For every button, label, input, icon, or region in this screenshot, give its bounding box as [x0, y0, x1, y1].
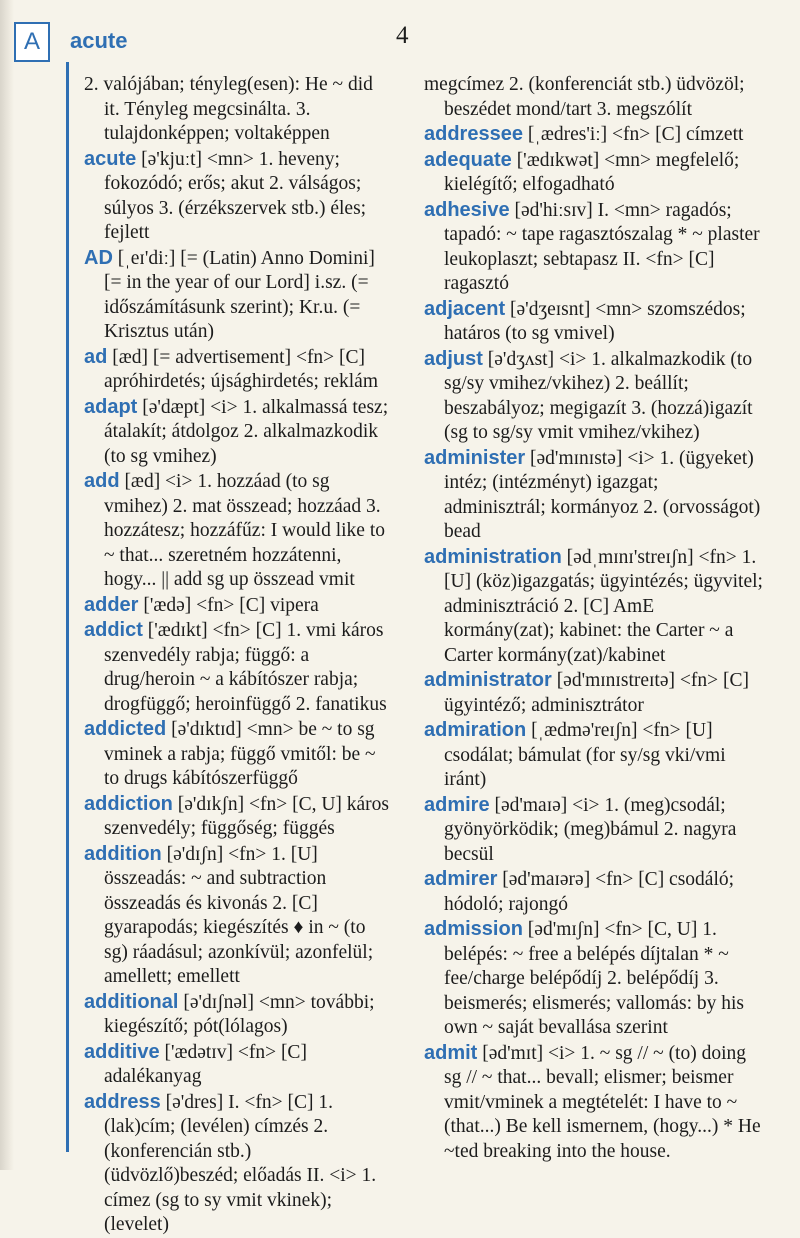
headword: adder [84, 593, 139, 616]
dictionary-entry [84, 717, 390, 792]
dictionary-entry [84, 246, 390, 345]
entry-body: 2. valójában; tényleg(esen): He ~ did it. Tényleg megcsinálta. 3. tulajdonképpen; voltaképpen [84, 74, 373, 144]
dictionary-entry [84, 792, 390, 842]
right-column [424, 72, 764, 1164]
dictionary-entry [424, 1041, 764, 1165]
entry-body: [ˌeɪ'diː] [= (Latin) Anno Domini] [= in the year of our Lord] i.sz. (= időszámításunk szerint); Kr.u. (= Krisztus után) [104, 247, 375, 342]
entry-body: ['ædɪkt] <fn> [C] 1. vmi káros szenvedély rabja; függő: a drug/heroin ~ a kábítószer rabja; drogfüggő; heroinfüggő 2. fanatikus [104, 620, 387, 715]
entry-body: [ə'dæpt] <i> 1. alkalmassá tesz; átalakít; átdolgoz 2. alkalmazkodik (to sg vmihez) [104, 396, 389, 467]
entry-body: [æd] [= advertisement] <fn> [C] apróhirdetés; újsághirdetés; reklám [104, 346, 378, 392]
entry-body: ['ædɪkwət] <mn> megfelelő; kielégítő; elfogadható [444, 149, 740, 195]
dictionary-entry [424, 72, 764, 122]
entry-body: [əd'mɪt] <i> 1. ~ sg // ~ (to) doing sg // ~ that... bevall; elismer; beismer vmit/vminek a megtételét: I have to ~ (that...) Be kell ismernem, (hogy...) * He ~ted breaking into the house. [444, 1042, 761, 1162]
entry-body: [ə'dɪʃnəl] <mn> további; kiegészítő; pót(lólagos) [104, 991, 375, 1037]
entry-body: [ə'dɪktɪd] <mn> be ~ to sg vminek a rabja; függő vmitől: be ~ to drugs kábítószerfüggő [104, 719, 376, 789]
headword: adapt [84, 395, 138, 418]
headword: admit [424, 1041, 478, 1064]
headword: add [84, 470, 120, 492]
headword: addicted [84, 718, 167, 740]
dictionary-entry [84, 147, 390, 246]
dictionary-entry [84, 345, 390, 395]
entry-body: [ə'kjuːt] <mn> 1. heveny; fokozódó; erős; akut 2. válságos; súlyos 3. (érzékszervek stb.) éles; fejlett [104, 148, 367, 243]
dictionary-entry [424, 347, 764, 446]
entry-body: [ə'dɪkʃn] <fn> [C, U] káros szenvedély; függőség; függés [104, 793, 390, 839]
dictionary-entry [424, 917, 764, 1041]
headword: additive [84, 1040, 160, 1063]
dictionary-entry [84, 1040, 390, 1090]
dictionary-entry [424, 793, 764, 868]
dictionary-entry [424, 122, 764, 148]
headword: addition [84, 842, 162, 865]
dictionary-entry [84, 395, 390, 470]
left-column [84, 72, 390, 1238]
dictionary-entry [424, 668, 764, 718]
entry-body: [əd'mɪnɪstə] <i> 1. (ügyeket) intéz; (intézményt) igazgat; adminisztrál; kormányoz 2. (orvosságot) bead [444, 447, 761, 542]
dictionary-entry [424, 545, 764, 669]
dictionary-entry [84, 618, 390, 717]
entry-body: [əd'hiːsɪv] I. <mn> ragadós; tapadó: ~ tape ragasztószalag * ~ plaster leukoplaszt; sebtapasz II. <fn> [C] ragasztó [444, 199, 760, 294]
entry-body: [əd'maɪərə] <fn> [C] csodáló; hódoló; rajongó [444, 869, 735, 915]
headword: admiration [424, 719, 527, 741]
headword: administer [424, 446, 526, 469]
dictionary-entry [84, 842, 390, 990]
entry-body: ['ædətɪv] <fn> [C] adalékanyag [104, 1041, 307, 1087]
dictionary-entry [424, 198, 764, 297]
page-number: 4 [396, 22, 409, 49]
letter-tab: A [14, 22, 50, 62]
dictionary-entry [424, 867, 764, 917]
dictionary-entry [424, 148, 764, 198]
entry-body: [ə'dɪʃn] <fn> 1. [U] összeadás: ~ and subtraction összeadás és kivonás 2. [C] gyarapodás; kiegészítés ♦ in ~ (to sg) ráadásul; azonkívül; azonfelül; amellett; emellett [104, 843, 374, 987]
entry-body: [əd'maɪə] <i> 1. (meg)csodál; gyönyörködik; (meg)bámul 2. nagyra becsül [444, 794, 737, 865]
headword: ad [84, 345, 108, 368]
dictionary-entry [424, 446, 764, 545]
page-edge [0, 0, 14, 1170]
dictionary-entry [84, 469, 390, 593]
headword: adequate [424, 148, 512, 171]
headword: administrator [424, 669, 552, 691]
headword: addressee [424, 123, 523, 145]
headword: admirer [424, 868, 498, 890]
entry-body: [əd'mɪnɪstreɪtə] <fn> [C] ügyintéző; adminisztrátor [444, 670, 749, 716]
entry-body: ['ædə] <fn> [C] vipera [143, 594, 319, 616]
headword: admission [424, 918, 523, 940]
headword: adhesive [424, 198, 510, 221]
entry-body: [ˌædres'iː] <fn> [C] címzett [527, 124, 744, 145]
margin-rule [66, 62, 69, 1152]
running-head: acute [70, 28, 128, 53]
dictionary-entry [424, 297, 764, 347]
dictionary-entry [84, 990, 390, 1040]
headword: acute [84, 147, 137, 170]
dictionary-entry [84, 1090, 390, 1238]
entry-body: [ə'dres] I. <fn> [C] 1. (lak)cím; (levélen) címzés 2. (konferencián stb.) (üdvözlő)beszéd; előadás II. <i> 1. címez (sg to sy vmit vkinek); (levelet) [104, 1091, 377, 1235]
dictionary-entry [84, 593, 390, 619]
headword: addiction [84, 792, 173, 815]
entry-body: [ə'dʒeɪsnt] <mn> szomszédos; határos (to sg vmivel) [444, 298, 746, 344]
dictionary-entry [84, 72, 390, 147]
entry-body: [æd] <i> 1. hozzáad (to sg vmihez) 2. mat összead; hozzáad 3. hozzátesz; hozzáfűz: I would like to ~ that... szeretném hozzátenni, hogy... || add sg up összead vmit [104, 471, 386, 590]
dictionary-entry [424, 718, 764, 793]
entry-body: [ˌædmə'reɪʃn] <fn> [U] csodálat; bámulat (for sy/sg vki/vmi iránt) [444, 720, 726, 790]
headword: adjacent [424, 297, 506, 320]
headword: administration [424, 545, 562, 568]
entry-body: [əd'mɪʃn] <fn> [C, U] 1. belépés: ~ free a belépés díjtalan * ~ fee/charge belépődíj 2. belépődíj 3. beismerés; elismerés; vallomás: by his own ~ saját bevallása szerint [444, 919, 745, 1038]
headword: admire [424, 793, 490, 816]
headword: additional [84, 990, 179, 1013]
headword: address [84, 1090, 161, 1113]
entry-body: megcímez 2. (konferenciát stb.) üdvözöl; beszédet mond/tart 3. megszólít [424, 74, 745, 120]
headword: addict [84, 619, 143, 641]
headword: adjust [424, 347, 483, 370]
entry-body: [ədˌmɪnɪ'streɪʃn] <fn> 1. [U] (köz)igazgatás; ügyintézés; ügyvitel; adminisztráció 2. [C] AmE kormány(zat); kabinet: the Carter ~ a Carter kormány(zat)/kabinet [444, 546, 763, 666]
headword: AD [84, 246, 113, 269]
entry-body: [ə'dʒʌst] <i> 1. alkalmazkodik (to sg/sy vmihez/vkihez) 2. beállít; beszabályoz; megigazít 3. (hozzá)igazít (sg to sg/sy vmit vmihez/vkihez) [444, 348, 753, 443]
